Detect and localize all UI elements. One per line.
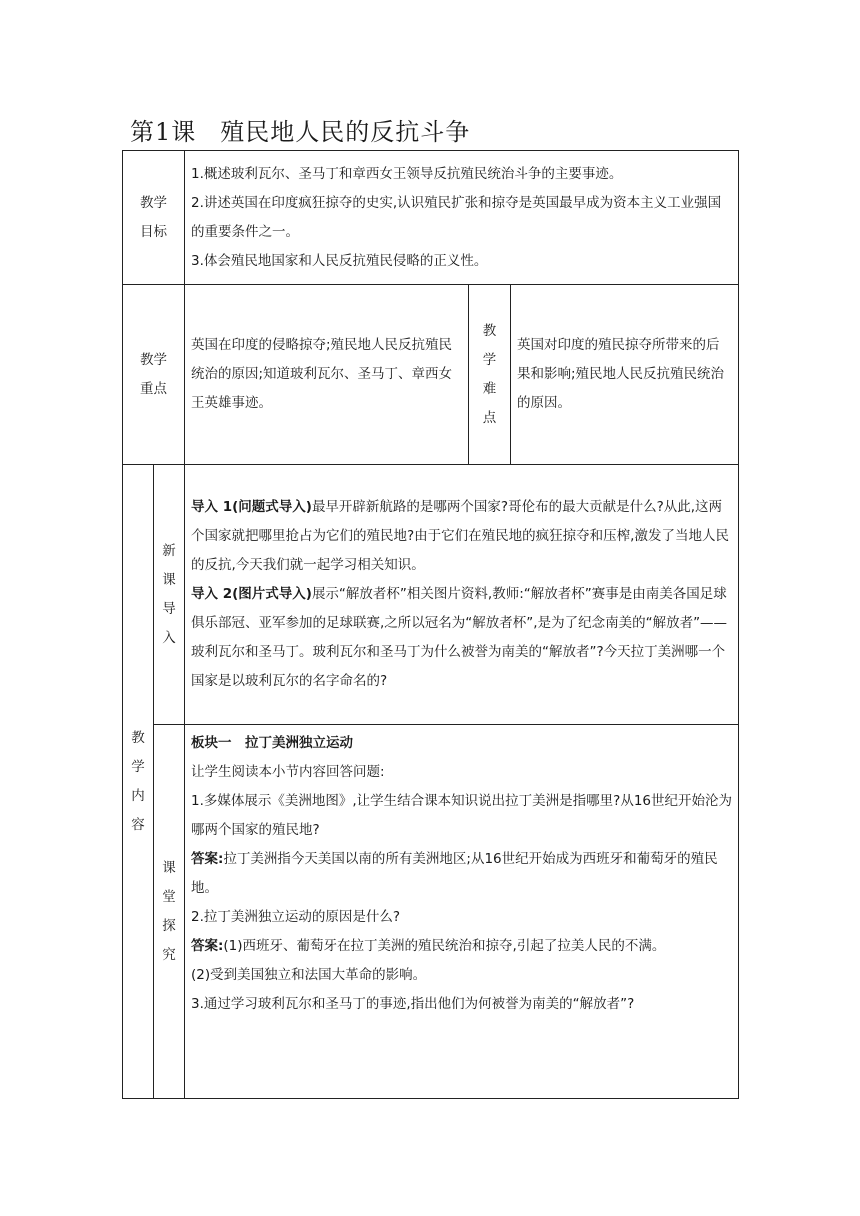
key-points-row: [123, 285, 739, 465]
intro-1: [191, 493, 732, 580]
difficulty-text: 英国对印度的殖民掠夺所带来的后果和影响;殖民地人民反抗殖民统治的原因。: [511, 285, 739, 465]
answer-1: 答案:拉丁美洲指今天美国以南的所有美洲地区;从16世纪开始成为西班牙和葡萄牙的殖民地。: [191, 851, 718, 896]
page-title: [130, 112, 470, 147]
objective-item: 3.体会殖民地国家和人民反抗殖民侵略的正义性。: [191, 252, 488, 269]
intro-content: [185, 465, 739, 725]
question-1: 1.多媒体展示《美洲地图》,让学生结合课本知识说出拉丁美洲是指哪里?从16世纪开始沦为哪两个国家的殖民地?: [191, 793, 733, 838]
instruction: 让学生阅读本小节内容回答问题:: [191, 764, 385, 780]
answer-2-cont: (2)受到美国独立和法国大革命的影响。: [191, 967, 427, 983]
question-2: 2.拉丁美洲独立运动的原因是什么?: [191, 909, 401, 925]
section-title: 板块一 拉丁美洲独立运动: [191, 735, 353, 751]
lesson-name: 殖民地人民的反抗斗争: [220, 118, 471, 146]
lesson-plan-table: [122, 150, 739, 1099]
objectives-label: 教学 目标: [123, 151, 185, 285]
intro-2-title: 导入 2(图片式导入): [191, 586, 312, 602]
intro-2: [191, 580, 732, 696]
objectives-content: [185, 151, 739, 285]
intro-1-text: 最早开辟新航路的是哪两个国家?哥伦布的最大贡献是什么?从此,这两个国家就把哪里抢占为它们的殖民地?由于它们在殖民地的疯狂掠夺和压榨,激发了当地人民的反抗,今天我们就一起学习相关知识。: [191, 499, 729, 573]
answer-label: 答案:: [191, 851, 224, 867]
explore-content: [185, 725, 739, 1099]
objectives-row: [123, 151, 739, 285]
answer-2: 答案:(1)西班牙、葡萄牙在拉丁美洲的殖民统治和掠夺,引起了拉美人民的不满。: [191, 938, 666, 954]
key-points-label: 教学 重点: [123, 285, 185, 465]
intro-label: 新 课 导 入: [154, 465, 185, 725]
objective-item: 1.概述玻利瓦尔、圣马丁和章西女王领导反抗殖民统治斗争的主要事迹。: [191, 165, 623, 182]
difficulty-label: 教 学 难 点: [469, 285, 511, 465]
explore-row: [123, 725, 739, 1099]
intro-1-title: 导入 1(问题式导入): [191, 499, 312, 515]
intro-row: [123, 465, 739, 725]
content-label: 教 学 内 容: [123, 465, 154, 1099]
explore-label: 课 堂 探 究: [154, 725, 185, 1099]
question-3: 3.通过学习玻利瓦尔和圣马丁的事迹,指出他们为何被誉为南美的“解放者”?: [191, 996, 635, 1012]
objective-item: 2.讲述英国在印度疯狂掠夺的史实,认识殖民扩张和掠夺是英国最早成为资本主义工业强国的重要条件之一。: [191, 194, 722, 240]
lesson-number: 第1课: [130, 118, 197, 146]
answer-label: 答案:: [191, 938, 224, 954]
key-points-text: 英国在印度的侵略掠夺;殖民地人民反抗殖民统治的原因;知道玻利瓦尔、圣马丁、章西女王英雄事迹。: [185, 285, 469, 465]
intro-2-text: 展示“解放者杯”相关图片资料,教师:“解放者杯”赛事是由南美各国足球俱乐部冠、亚军参加的足球联赛,之所以冠名为“解放者杯”,是为了纪念南美的“解放者”——玻利瓦尔和圣马丁。玻利瓦尔和圣马丁为什么被誉为南美的“解放者”?今天拉丁美洲哪一个国家是以玻利瓦尔的名字命名的?: [191, 586, 728, 689]
